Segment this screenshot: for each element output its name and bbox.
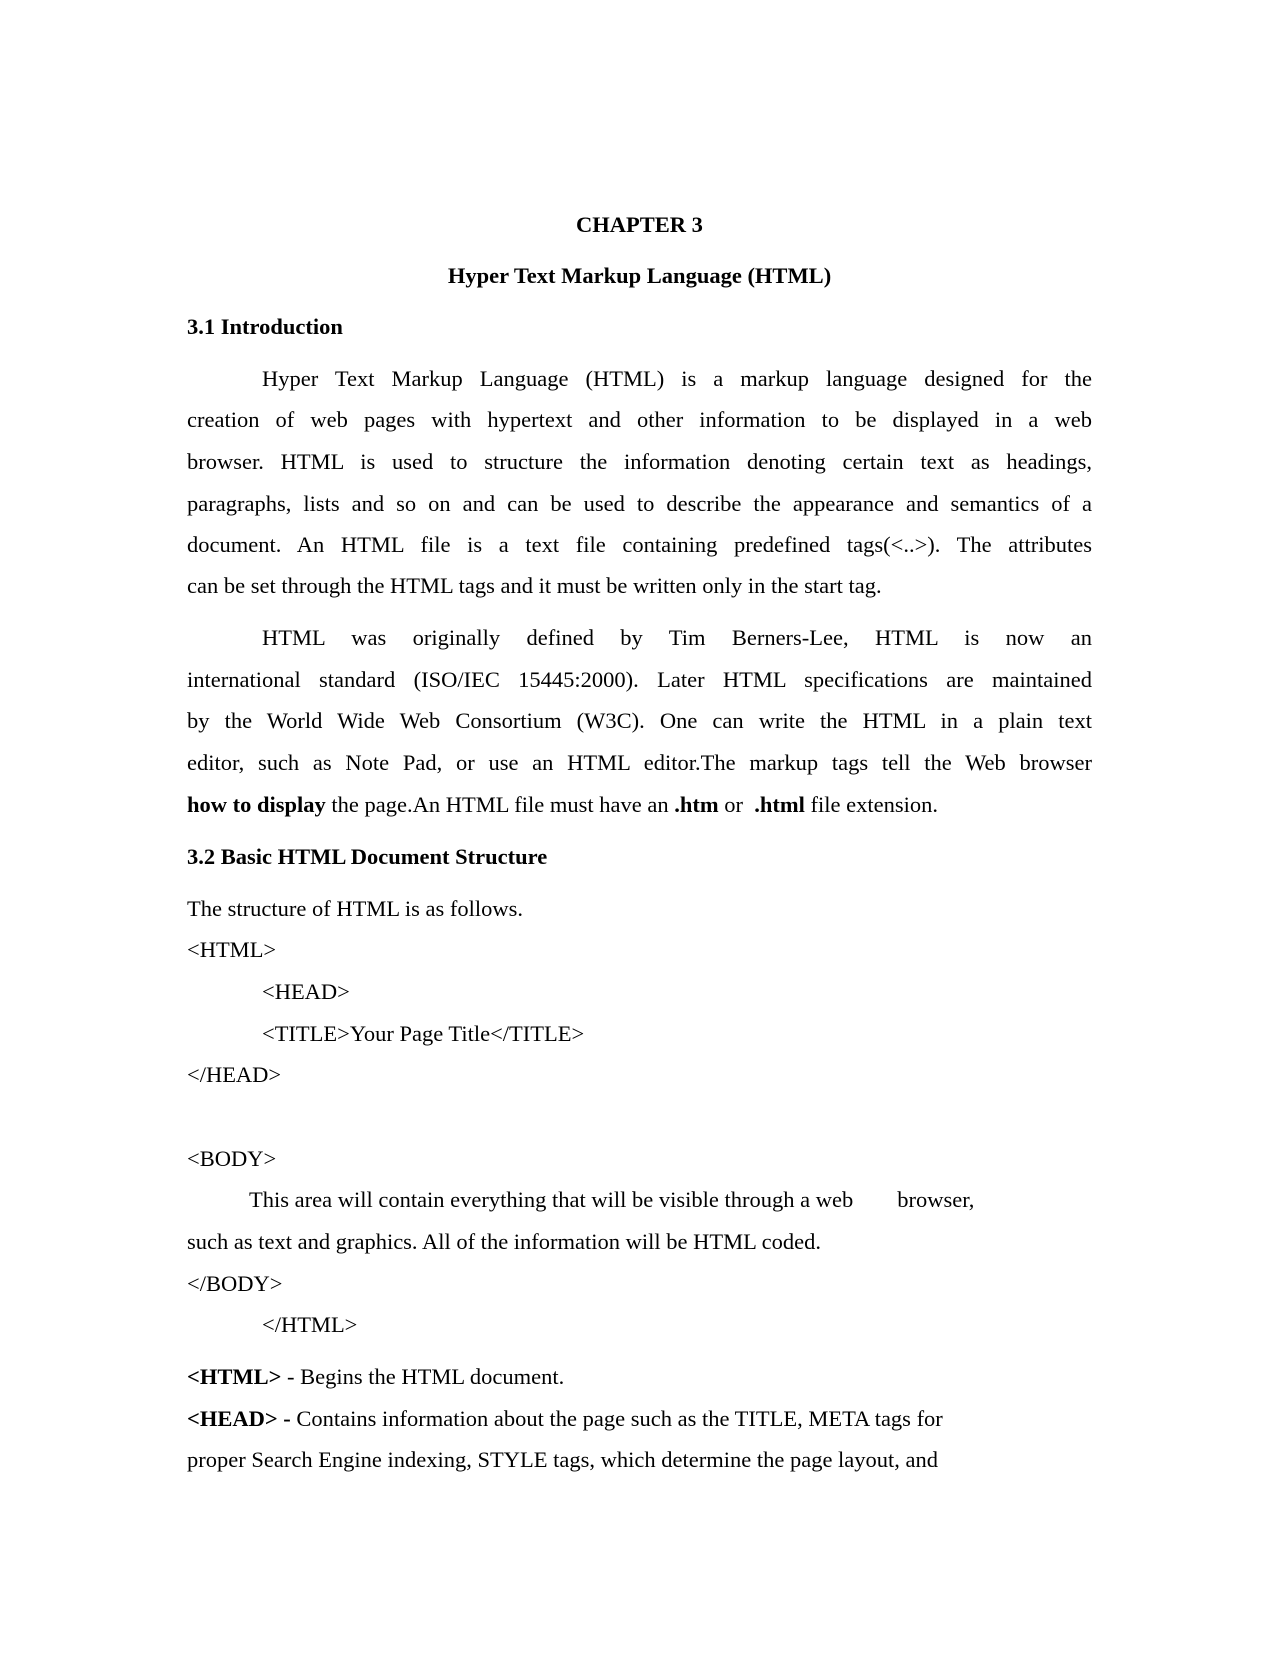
intro-paragraph-1-line-6: can be set through the HTML tags and it must be written only in the start tag. [187, 573, 882, 598]
code-body-close: </BODY> [187, 1271, 283, 1296]
section-heading-introduction: 3.1 Introduction [187, 314, 343, 339]
definition-html-description: - Begins the HTML document. [281, 1364, 565, 1389]
chapter-number: CHAPTER 3 [576, 212, 703, 237]
emphasis-htm-extension: .htm [674, 792, 719, 817]
code-html-open: <HTML> [187, 937, 277, 962]
intro-paragraph-2-line-2: international standard (ISO/IEC 15445:2000). Later HTML specifications are maintained [187, 667, 1092, 692]
chapter-title: Hyper Text Markup Language (HTML) [447, 263, 832, 288]
definition-head-tag [187, 1405, 943, 1433]
definition-head-description: Contains information about the page such as the TITLE, META tags for [290, 1406, 943, 1431]
structure-lead: The structure of HTML is as follows. [187, 896, 523, 921]
emphasis-html-extension: .html [754, 792, 805, 817]
intro-paragraph-2-end: file extension. [804, 792, 938, 817]
definition-head-term: <HEAD> - [187, 1406, 291, 1431]
intro-paragraph-2-line-3: by the World Wide Web Consortium (W3C). One can write the HTML in a plain text [187, 708, 1092, 733]
intro-paragraph-1-line-2: creation of web pages with hypertext and other information to be displayed in a web [187, 407, 1092, 432]
code-body-line-2: such as text and graphics. All of the information will be HTML coded. [187, 1229, 822, 1254]
code-head-open: <HEAD> [262, 979, 350, 1004]
section-heading-document-structure: 3.2 Basic HTML Document Structure [187, 844, 548, 869]
intro-paragraph-2-line-1: HTML was originally defined by Tim Berners-Lee, HTML is now an [262, 625, 1092, 650]
code-body-line-1 [249, 1186, 974, 1214]
intro-paragraph-2-text: the page.An HTML file must have an [325, 792, 675, 817]
intro-paragraph-1-line-4: paragraphs, lists and so on and can be used to describe the appearance and semantics of a [187, 491, 1092, 516]
intro-paragraph-2-line-4: editor, such as Note Pad, or use an HTML editor.The markup tags tell the Web browser [187, 750, 1092, 775]
intro-paragraph-2-or: or [718, 792, 755, 817]
intro-paragraph-1-line-3: browser. HTML is used to structure the information denoting certain text as headings, [187, 449, 1092, 474]
emphasis-how-to-display: how to display [187, 792, 326, 817]
intro-paragraph-2-line-5 [187, 791, 938, 819]
code-body-line-1-text: This area will contain everything that will be visible through a web [249, 1187, 854, 1212]
code-body-open: <BODY> [187, 1146, 277, 1171]
code-title-line: <TITLE>Your Page Title</TITLE> [262, 1021, 585, 1046]
intro-paragraph-1-line-5: document. An HTML file is a text file containing predefined tags(<..>). The attributes [187, 532, 1092, 557]
definition-html-term: <HTML> [187, 1364, 282, 1389]
code-head-close: </HEAD> [187, 1062, 282, 1087]
intro-paragraph-1-line-1: Hyper Text Markup Language (HTML) is a markup language designed for the [262, 366, 1092, 391]
definition-head-description-line-2: proper Search Engine indexing, STYLE tags, which determine the page layout, and [187, 1447, 939, 1472]
code-html-close: </HTML> [262, 1312, 358, 1337]
definition-html-tag [187, 1363, 564, 1391]
code-body-line-1-end: browser, [897, 1187, 975, 1212]
